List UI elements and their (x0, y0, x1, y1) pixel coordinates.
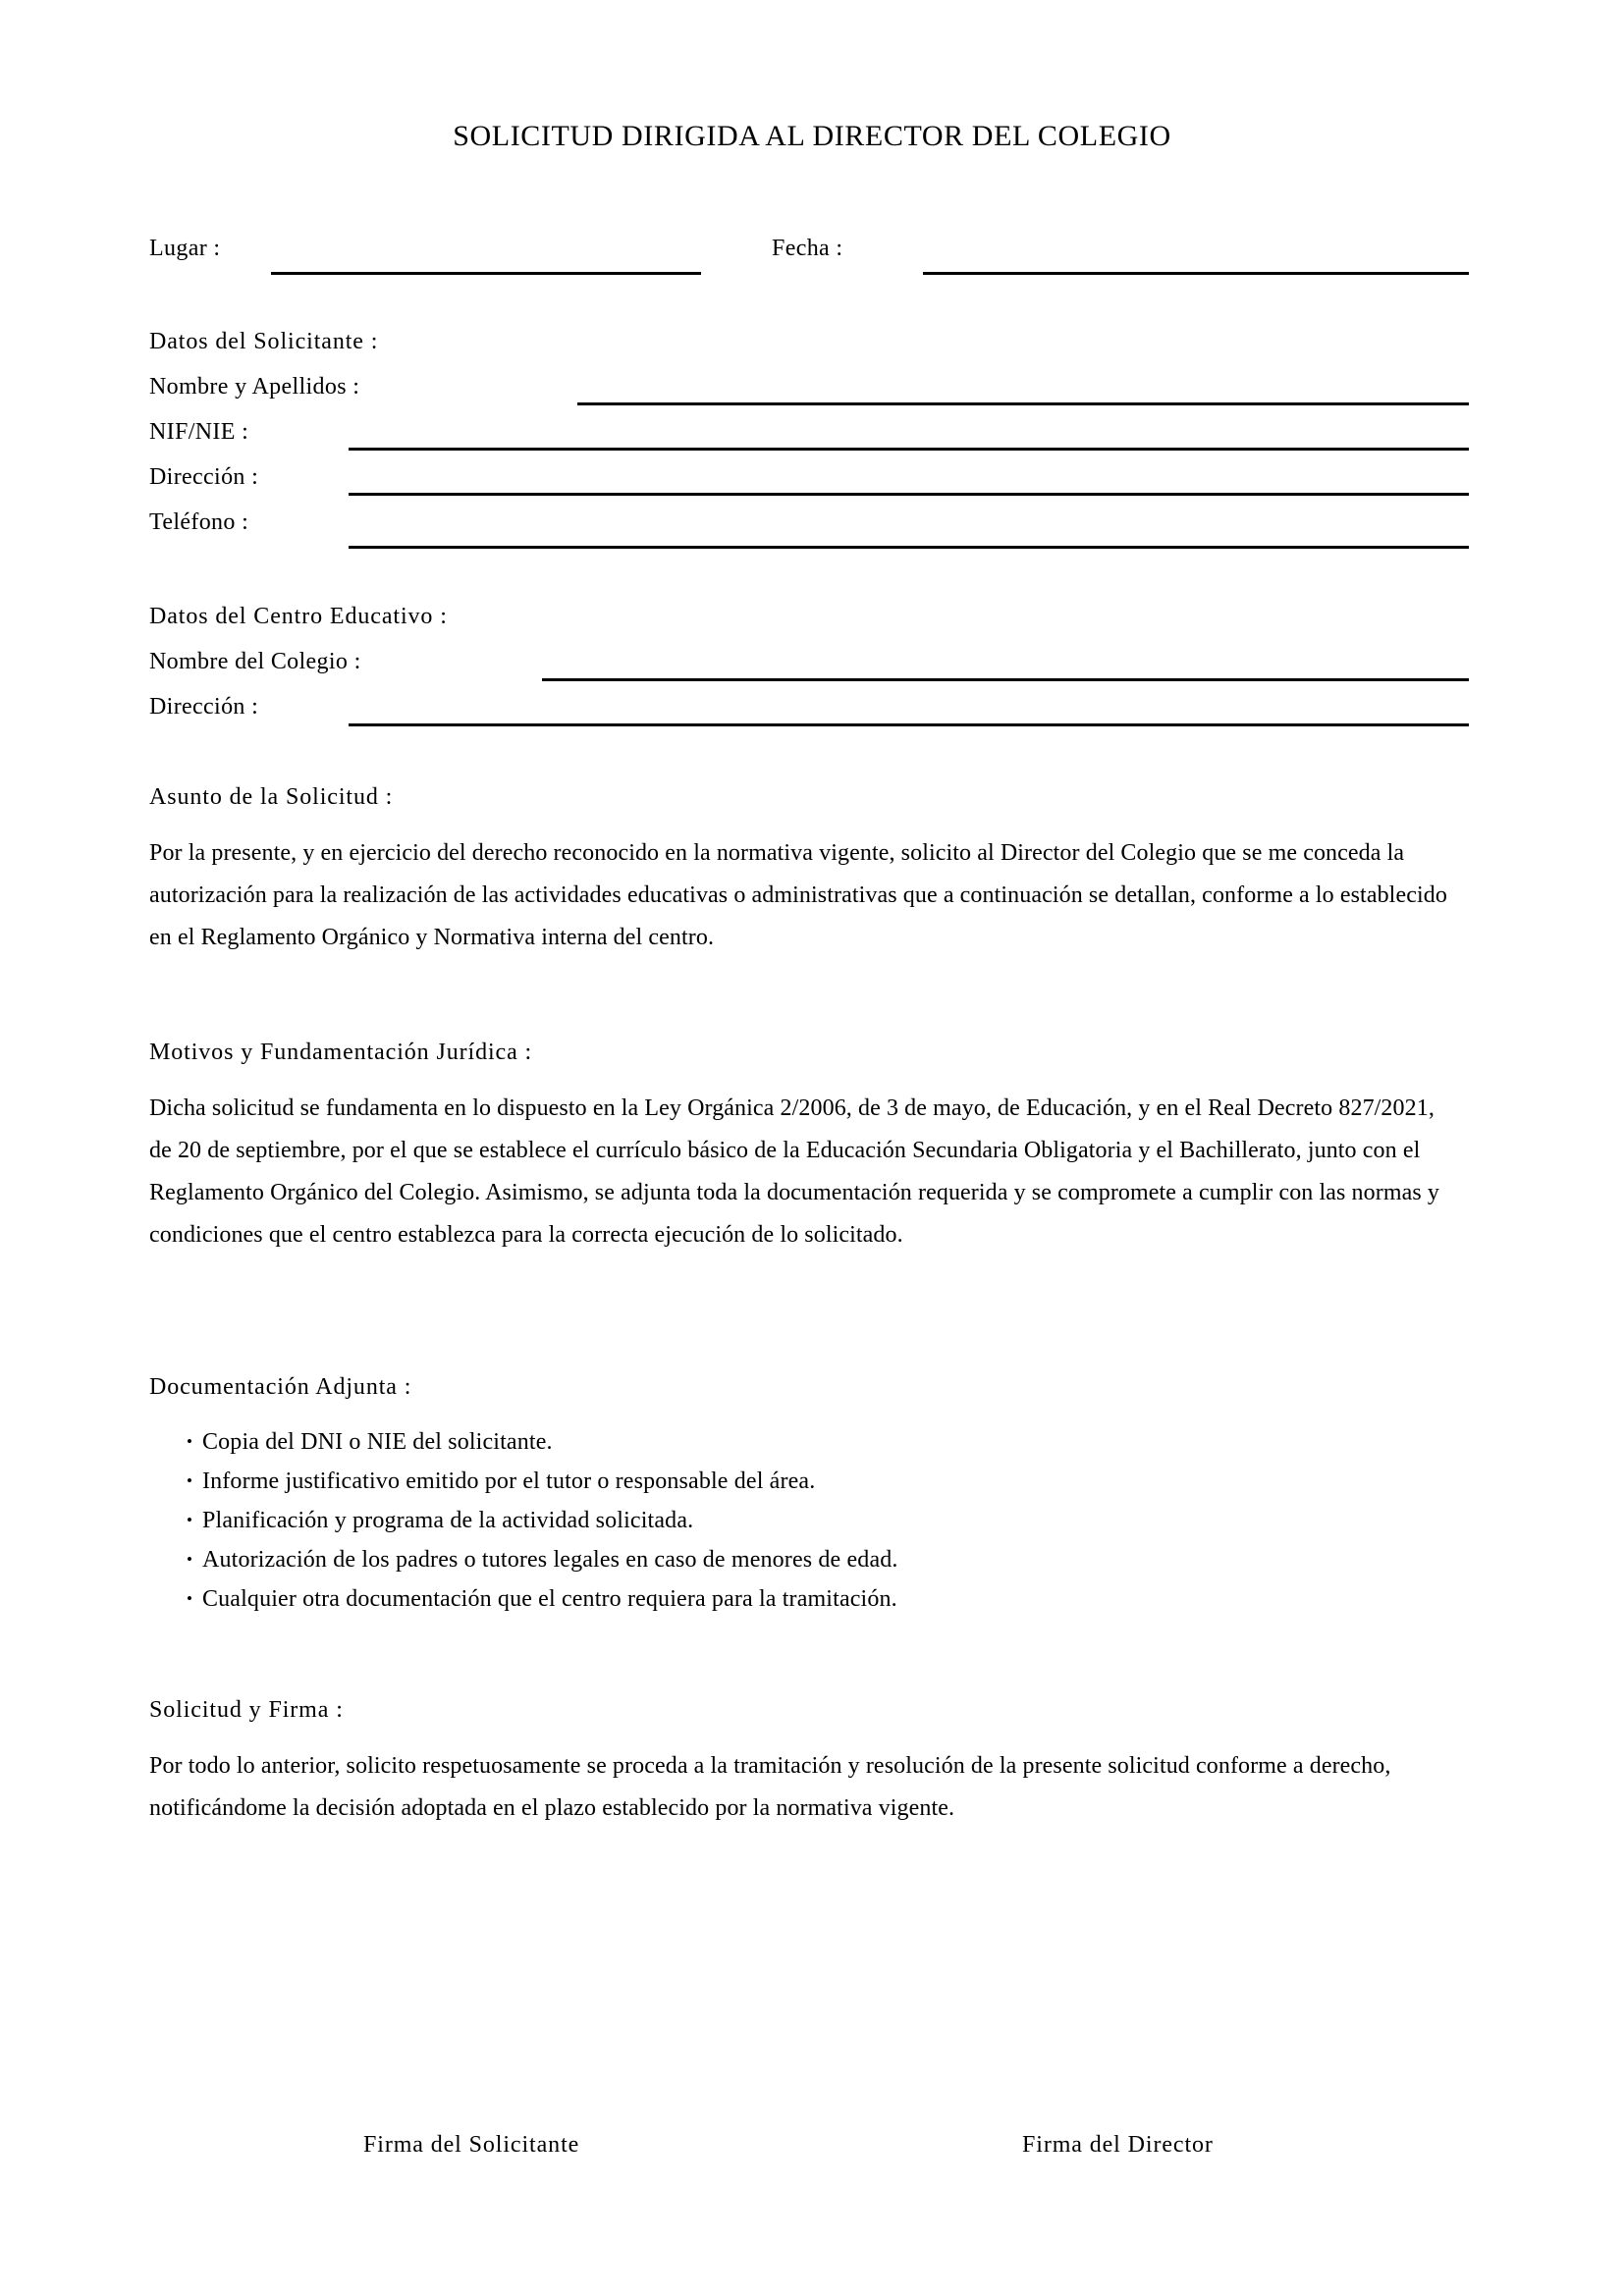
paragraph-subject: Por la presente, y en ejercicio del derecho reconocido en la normativa vigente, solicito al Director del Colegio que se me conceda la autorización para la realización de las actividades educativas o administrativas que a continuación se detallan, conforme a lo establecido en el Reglamento Orgánico y Normativa interna del centro. (149, 840, 1447, 950)
label-fecha: Fecha : (772, 236, 843, 261)
section-heading-legal: Motivos y Fundamentación Jurídica : (149, 1040, 533, 1065)
list-item (187, 1422, 898, 1462)
list-item (187, 1501, 898, 1540)
paragraph-request: Por todo lo anterior, solicito respetuosamente se proceda a la tramitación y resolución de la presente solicitud conforme a derecho, notificándome la decisión adoptada en el plazo establecido por la normativa vigente. (149, 1753, 1391, 1821)
section-heading-subject: Asunto de la Solicitud : (149, 784, 394, 810)
input-telefono[interactable] (349, 546, 1469, 549)
bullet-icon: • (187, 1432, 193, 1451)
list-item (187, 1540, 898, 1579)
signature-label-applicant: Firma del Solicitante (363, 2132, 580, 2158)
attachments-list (187, 1422, 898, 1619)
bullet-icon: • (187, 1589, 193, 1608)
section-heading-applicant: Datos del Solicitante : (149, 329, 379, 354)
section-heading-school: Datos del Centro Educativo : (149, 604, 448, 629)
paragraph-legal: Dicha solicitud se fundamenta en lo dispuesto en la Ley Orgánica 2/2006, de 3 de mayo, de Educación, y en el Real Decreto 827/2021, de 20 de septiembre, por el que se establece el currículo básico de la Educación Secundaria Obligatoria y el Bachillerato, junto con el Reglamento Orgánico del Colegio. Asimismo, se adjunta toda la documentación requerida y se compromete a cumplir con las normas y condiciones que el centro establezca para la correcta ejecución de lo solicitado. (149, 1095, 1440, 1248)
label-direccion-solicitante: Dirección : (149, 464, 259, 490)
section-heading-attachments: Documentación Adjunta : (149, 1374, 412, 1400)
input-nombre-colegio[interactable] (542, 678, 1469, 681)
label-telefono: Teléfono : (149, 509, 249, 535)
list-item-label: Autorización de los padres o tutores legales en caso de menores de edad. (202, 1547, 898, 1573)
input-fecha[interactable] (923, 272, 1469, 275)
section-heading-request: Solicitud y Firma : (149, 1697, 344, 1723)
input-nombre-apellidos[interactable] (577, 402, 1469, 405)
list-item (187, 1579, 898, 1619)
list-item-label: Cualquier otra documentación que el centro requiera para la tramitación. (202, 1586, 897, 1612)
label-direccion-colegio: Dirección : (149, 694, 259, 720)
label-nombre-colegio: Nombre del Colegio : (149, 649, 361, 674)
signature-label-director: Firma del Director (1022, 2132, 1214, 2158)
bullet-icon: • (187, 1511, 193, 1529)
input-nif-nie[interactable] (349, 448, 1469, 451)
list-item-label: Informe justificativo emitido por el tutor o responsable del área. (202, 1468, 816, 1494)
list-item-label: Planificación y programa de la actividad solicitada. (202, 1508, 694, 1533)
input-direccion-colegio[interactable] (349, 723, 1469, 726)
label-nif-nie: NIF/NIE : (149, 419, 249, 445)
input-lugar[interactable] (271, 272, 701, 275)
input-direccion-solicitante[interactable] (349, 493, 1469, 496)
page-title: SOLICITUD DIRIGIDA AL DIRECTOR DEL COLEGIO (453, 120, 1171, 152)
list-item (187, 1462, 898, 1501)
bullet-icon: • (187, 1471, 193, 1490)
label-nombre-apellidos: Nombre y Apellidos : (149, 374, 360, 400)
bullet-icon: • (187, 1550, 193, 1569)
label-lugar: Lugar : (149, 236, 221, 261)
list-item-label: Copia del DNI o NIE del solicitante. (202, 1429, 553, 1455)
